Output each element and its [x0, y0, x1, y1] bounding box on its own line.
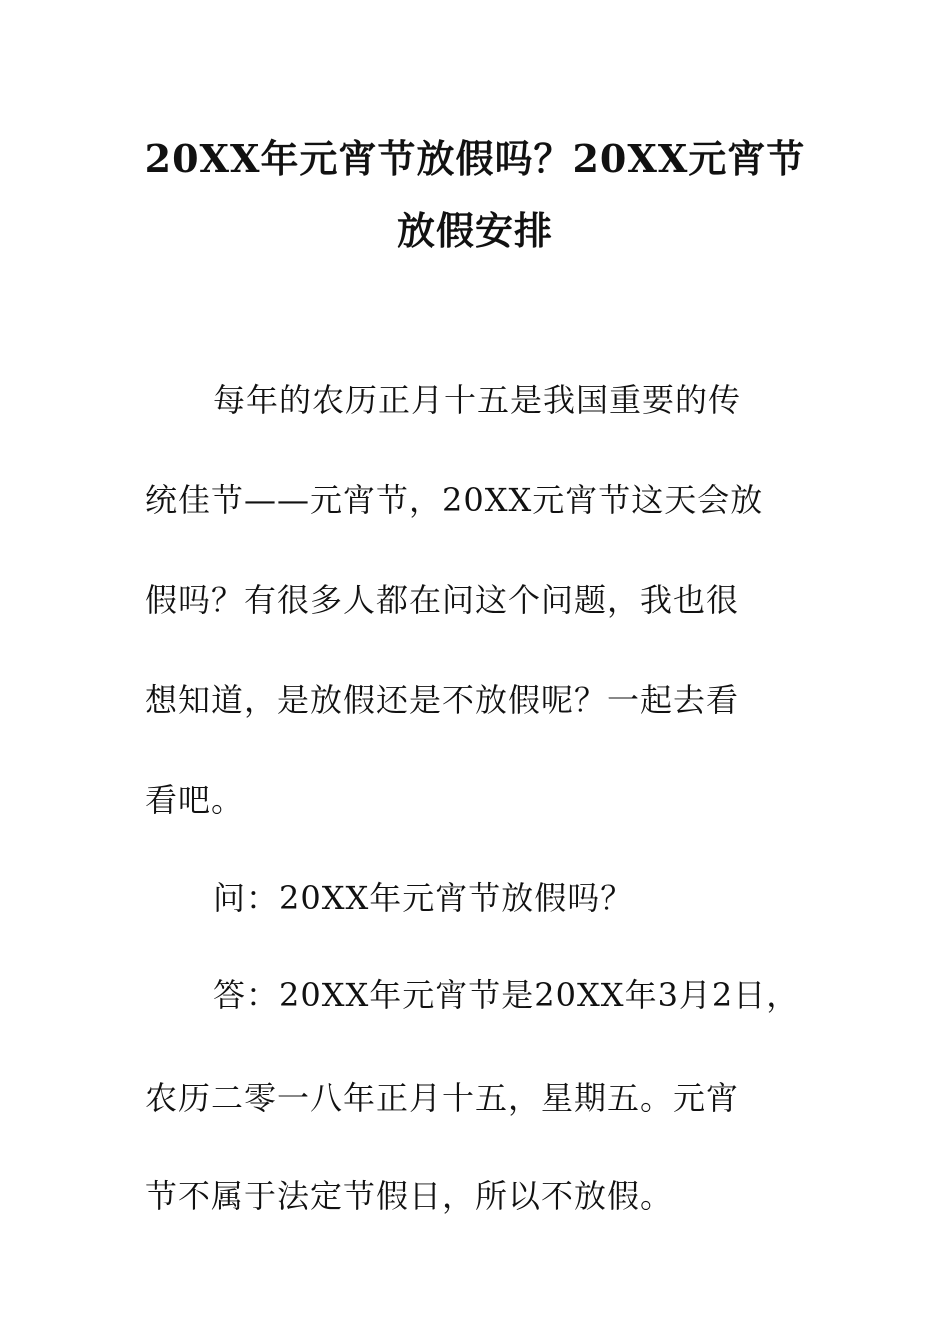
paragraph-1-line-2: 统佳节——元宵节，20XX元宵节这天会放 [145, 481, 764, 519]
document-title-line-1: 20XX年元宵节放假吗？20XX元宵节 [144, 136, 806, 181]
answer-line-2: 农历二零一八年正月十五，星期五。元宵 [145, 1079, 740, 1117]
answer-line-1: 答：20XX年元宵节是20XX年3月2日， [213, 976, 800, 1014]
paragraph-1-line-5: 看吧。 [145, 781, 245, 819]
paragraph-1-line-1: 每年的农历正月十五是我国重要的传 [213, 381, 742, 419]
question-line: 问：20XX年元宵节放假吗？ [213, 879, 634, 917]
paragraph-1-line-4: 想知道，是放假还是不放假呢？一起去看 [145, 681, 740, 719]
answer-line-3: 节不属于法定节假日，所以不放假。 [145, 1177, 674, 1215]
paragraph-1-line-3: 假吗？有很多人都在问这个问题，我也很 [145, 581, 740, 619]
document-title-line-2: 放假安排 [396, 208, 553, 253]
